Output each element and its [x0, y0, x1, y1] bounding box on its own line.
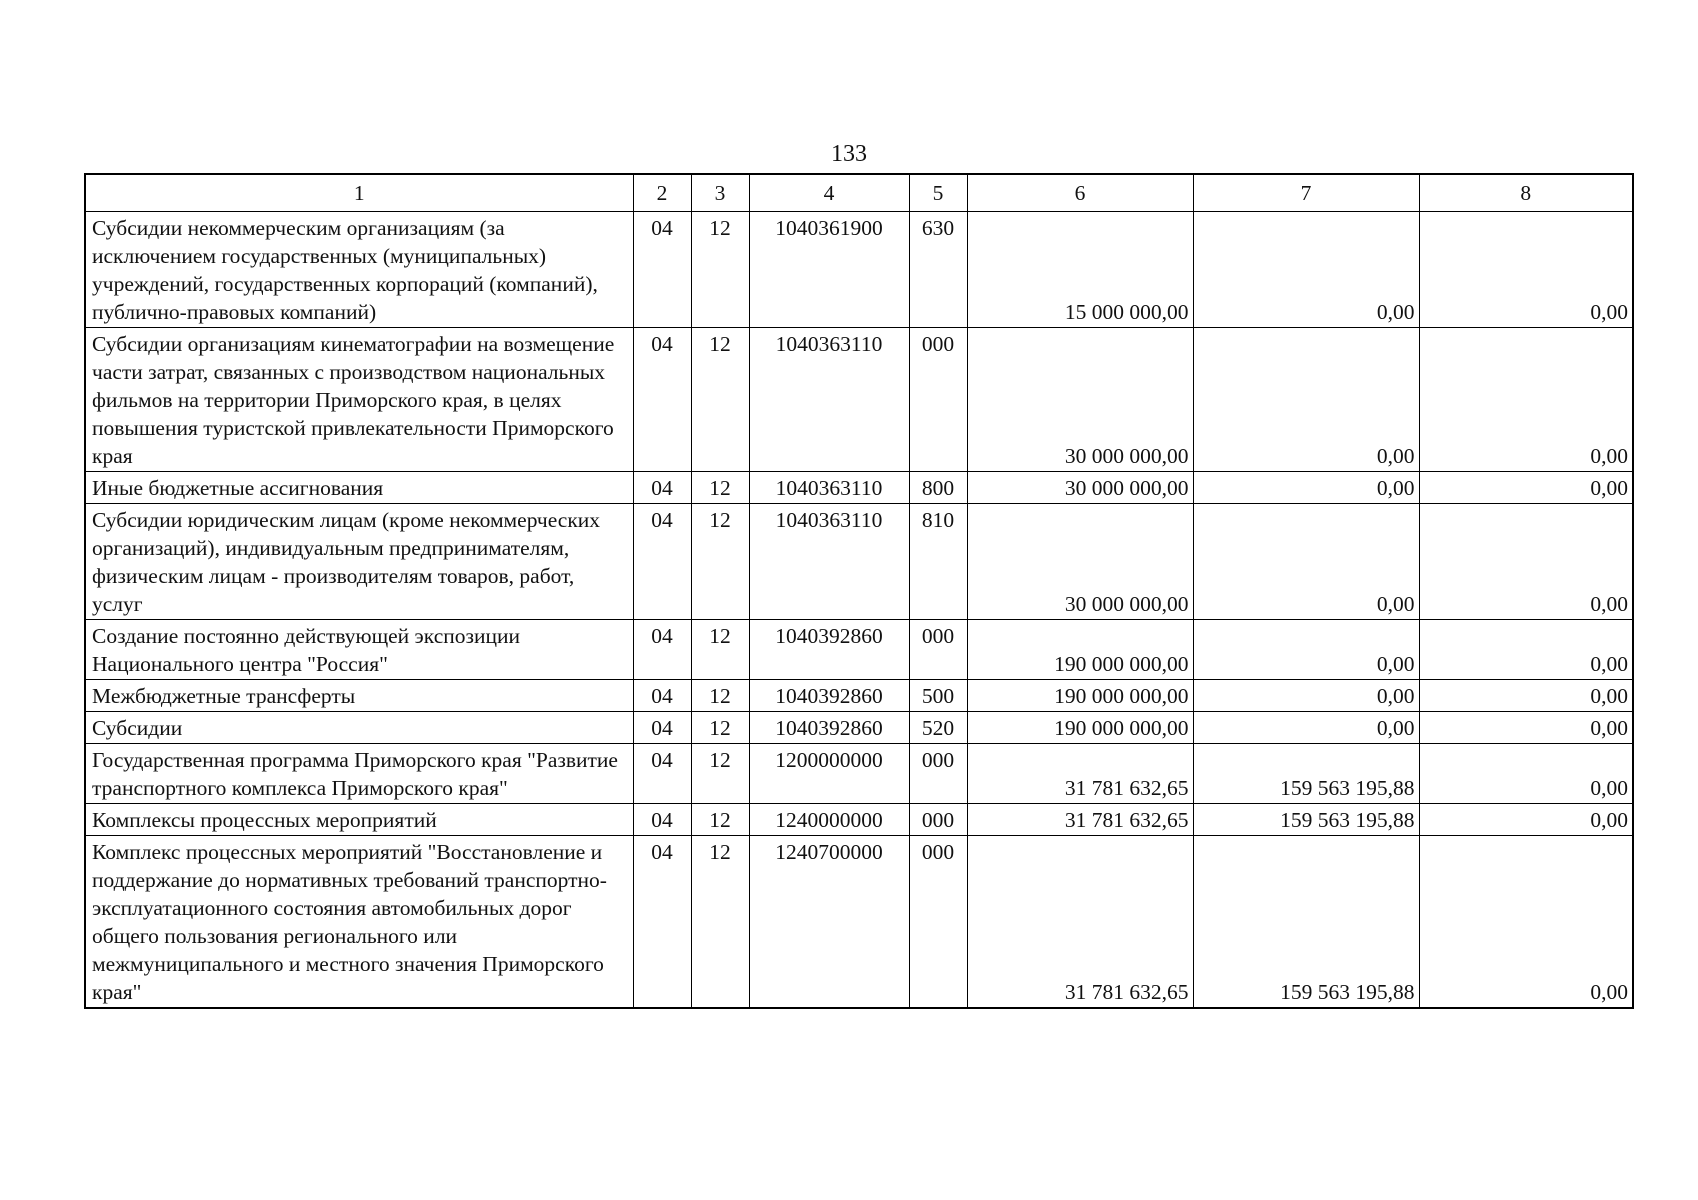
expense-type-code: 000	[909, 744, 967, 804]
amount-col8: 0,00	[1419, 620, 1633, 680]
section-code: 04	[633, 328, 691, 472]
row-name: Создание постоянно действующей экспозиции Национального центра "Россия"	[85, 620, 633, 680]
target-code: 1240000000	[749, 804, 909, 836]
row-name: Субсидии организациям кинематографии на возмещение части затрат, связанных с производством национальных фильмов на территории Приморского края, в целях повышения туристской привлекательности Приморского края	[85, 328, 633, 472]
amount-col8: 0,00	[1419, 328, 1633, 472]
target-code: 1040363110	[749, 328, 909, 472]
row-name: Межбюджетные трансферты	[85, 680, 633, 712]
amount-col6: 15 000 000,00	[967, 212, 1193, 328]
subsection-code: 12	[691, 804, 749, 836]
row-name: Комплексы процессных мероприятий	[85, 804, 633, 836]
table-row	[85, 836, 1633, 1009]
row-name: Иные бюджетные ассигнования	[85, 472, 633, 504]
amount-col8: 0,00	[1419, 804, 1633, 836]
page-number: 133	[831, 141, 867, 167]
header-cell: 3	[691, 174, 749, 212]
subsection-code: 12	[691, 328, 749, 472]
amount-col8: 0,00	[1419, 836, 1633, 1009]
amount-col8: 0,00	[1419, 744, 1633, 804]
row-name: Государственная программа Приморского края "Развитие транспортного комплекса Приморского края"	[85, 744, 633, 804]
amount-col6: 31 781 632,65	[967, 836, 1193, 1009]
expense-type-code: 500	[909, 680, 967, 712]
amount-col8: 0,00	[1419, 212, 1633, 328]
amount-col7: 0,00	[1193, 212, 1419, 328]
expense-type-code: 000	[909, 804, 967, 836]
amount-col7: 159 563 195,88	[1193, 836, 1419, 1009]
amount-col7: 0,00	[1193, 328, 1419, 472]
expense-type-code: 000	[909, 620, 967, 680]
subsection-code: 12	[691, 712, 749, 744]
table-row	[85, 328, 1633, 472]
section-code: 04	[633, 744, 691, 804]
section-code: 04	[633, 712, 691, 744]
header-cell: 2	[633, 174, 691, 212]
target-code: 1040392860	[749, 712, 909, 744]
subsection-code: 12	[691, 744, 749, 804]
header-cell: 4	[749, 174, 909, 212]
amount-col6: 190 000 000,00	[967, 712, 1193, 744]
target-code: 1040363110	[749, 472, 909, 504]
header-cell: 5	[909, 174, 967, 212]
header-cell: 7	[1193, 174, 1419, 212]
subsection-code: 12	[691, 472, 749, 504]
subsection-code: 12	[691, 504, 749, 620]
amount-col6: 30 000 000,00	[967, 504, 1193, 620]
table-row	[85, 472, 1633, 504]
section-code: 04	[633, 472, 691, 504]
section-code: 04	[633, 804, 691, 836]
section-code: 04	[633, 836, 691, 1009]
header-cell: 6	[967, 174, 1193, 212]
section-code: 04	[633, 680, 691, 712]
expense-type-code: 000	[909, 836, 967, 1009]
amount-col7: 0,00	[1193, 620, 1419, 680]
subsection-code: 12	[691, 836, 749, 1009]
row-name: Субсидии юридическим лицам (кроме некоммерческих организаций), индивидуальным предпринимателям, физическим лицам - производителям товаров, работ, услуг	[85, 504, 633, 620]
table-row	[85, 712, 1633, 744]
amount-col7: 159 563 195,88	[1193, 804, 1419, 836]
amount-col6: 31 781 632,65	[967, 804, 1193, 836]
header-cell: 8	[1419, 174, 1633, 212]
table-row	[85, 804, 1633, 836]
expense-type-code: 630	[909, 212, 967, 328]
row-name: Субсидии	[85, 712, 633, 744]
table-row	[85, 680, 1633, 712]
subsection-code: 12	[691, 212, 749, 328]
table-row	[85, 212, 1633, 328]
amount-col6: 190 000 000,00	[967, 680, 1193, 712]
amount-col8: 0,00	[1419, 712, 1633, 744]
section-code: 04	[633, 504, 691, 620]
header-row	[85, 174, 1633, 212]
table-row	[85, 620, 1633, 680]
amount-col7: 0,00	[1193, 712, 1419, 744]
target-code: 1040392860	[749, 620, 909, 680]
table-row	[85, 744, 1633, 804]
target-code: 1040363110	[749, 504, 909, 620]
amount-col7: 0,00	[1193, 504, 1419, 620]
section-code: 04	[633, 212, 691, 328]
amount-col6: 31 781 632,65	[967, 744, 1193, 804]
amount-col6: 30 000 000,00	[967, 472, 1193, 504]
subsection-code: 12	[691, 620, 749, 680]
budget-table	[84, 173, 1634, 1009]
table-row	[85, 504, 1633, 620]
amount-col6: 30 000 000,00	[967, 328, 1193, 472]
amount-col8: 0,00	[1419, 680, 1633, 712]
amount-col7: 0,00	[1193, 680, 1419, 712]
expense-type-code: 000	[909, 328, 967, 472]
section-code: 04	[633, 620, 691, 680]
expense-type-code: 800	[909, 472, 967, 504]
amount-col7: 159 563 195,88	[1193, 744, 1419, 804]
expense-type-code: 520	[909, 712, 967, 744]
target-code: 1200000000	[749, 744, 909, 804]
amount-col7: 0,00	[1193, 472, 1419, 504]
target-code: 1040361900	[749, 212, 909, 328]
amount-col8: 0,00	[1419, 472, 1633, 504]
row-name: Комплекс процессных мероприятий "Восстановление и поддержание до нормативных требований транспортно-эксплуатационного состояния автомобильных дорог общего пользования регионального или межмуниципального и местного значения Приморского края"	[85, 836, 633, 1009]
amount-col6: 190 000 000,00	[967, 620, 1193, 680]
row-name: Субсидии некоммерческим организациям (за исключением государственных (муниципальных) учреждений, государственных корпораций (компаний), публично-правовых компаний)	[85, 212, 633, 328]
expense-type-code: 810	[909, 504, 967, 620]
target-code: 1240700000	[749, 836, 909, 1009]
header-cell: 1	[85, 174, 633, 212]
amount-col8: 0,00	[1419, 504, 1633, 620]
subsection-code: 12	[691, 680, 749, 712]
target-code: 1040392860	[749, 680, 909, 712]
